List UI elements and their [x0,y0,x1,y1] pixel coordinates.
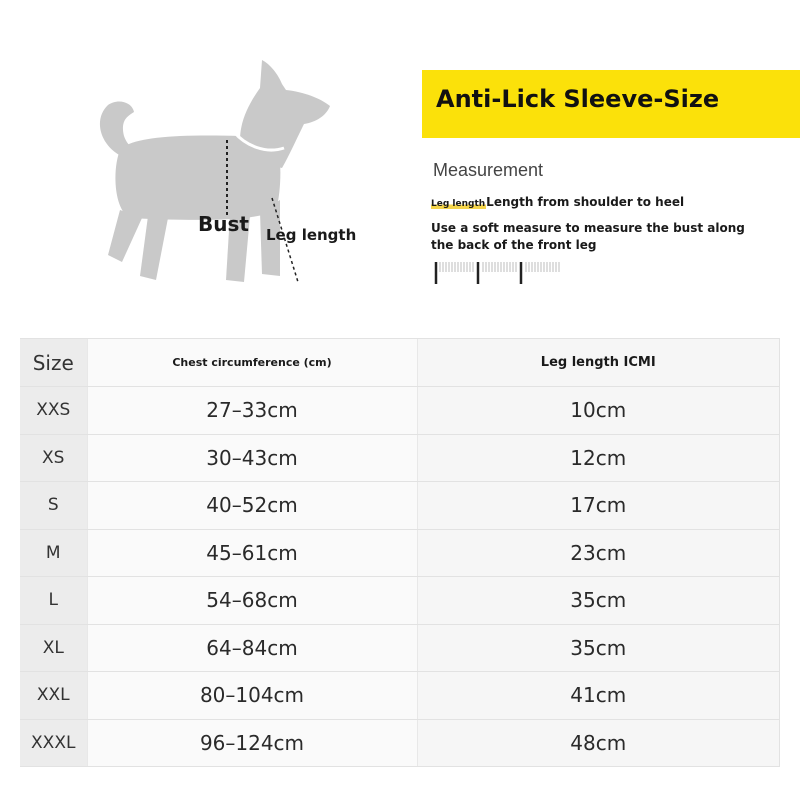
table-row [20,387,780,435]
leg-length-cell: 48cm [417,719,780,767]
chest-cell: 45–61cm [87,529,417,577]
size-cell: XL [20,624,87,672]
size-cell: M [20,529,87,577]
dog-silhouette-icon [90,50,390,300]
chest-cell: 30–43cm [87,434,417,482]
page-title: Anti-Lick Sleeve-Size [436,85,720,113]
size-cell: XXS [20,387,87,435]
chest-cell: 27–33cm [87,387,417,435]
size-cell: XS [20,434,87,482]
ruler-icon [432,260,564,286]
size-cell: XXL [20,672,87,720]
leg-length-cell: 10cm [417,387,780,435]
size-cell: S [20,482,87,530]
chest-cell: 40–52cm [87,482,417,530]
header-chest: Chest circumference (cm) [87,339,417,387]
leg-length-cell: 23cm [417,529,780,577]
leg-length-cell: 35cm [417,624,780,672]
leg-length-cell: 41cm [417,672,780,720]
chest-cell: 64–84cm [87,624,417,672]
size-chart-table [20,338,780,767]
table-row [20,577,780,625]
header-leg-length: Leg length ICMI [417,339,780,387]
chest-cell: 80–104cm [87,672,417,720]
table-row [20,719,780,767]
table-header-row [20,339,780,387]
header-size: Size [20,339,87,387]
leg-length-definition-text: Length from shoulder to heel [486,195,685,209]
table-row [20,529,780,577]
leg-length-cell: 17cm [417,482,780,530]
chest-cell: 96–124cm [87,719,417,767]
table-row [20,482,780,530]
title-banner [422,70,800,138]
bust-label: Bust [198,212,249,236]
measurement-heading: Measurement [433,160,544,180]
size-cell: XXXL [20,719,87,767]
leg-length-label: Leg length [266,226,357,244]
table-row [20,624,780,672]
leg-length-term: Leg length [431,199,486,209]
table-row [20,434,780,482]
chest-cell: 54–68cm [87,577,417,625]
table-row [20,672,780,720]
leg-length-definition [431,195,684,209]
measuring-instruction: Use a soft measure to measure the bust along the back of the front leg [431,221,745,252]
leg-length-cell: 12cm [417,434,780,482]
size-cell: L [20,577,87,625]
leg-length-cell: 35cm [417,577,780,625]
